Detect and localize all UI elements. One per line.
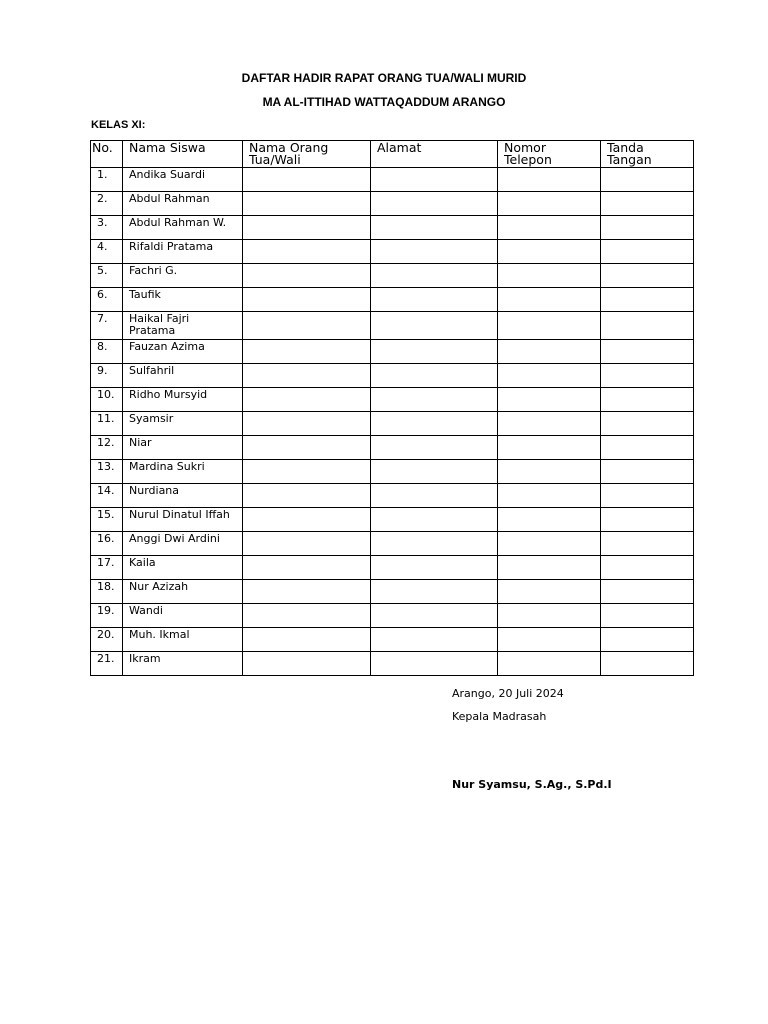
parent-name-cell [243, 508, 371, 532]
student-name: Niar [123, 436, 243, 460]
table-row [91, 216, 694, 240]
address-cell [371, 556, 498, 580]
phone-cell [498, 436, 601, 460]
row-number: 19. [91, 604, 123, 628]
address-cell [371, 240, 498, 264]
signature-cell [601, 508, 694, 532]
signature-cell [601, 288, 694, 312]
address-cell [371, 312, 498, 340]
signature-cell [601, 628, 694, 652]
signature-cell [601, 192, 694, 216]
signature-cell [601, 484, 694, 508]
document-title: DAFTAR HADIR RAPAT ORANG TUA/WALI MURID [241, 71, 527, 85]
row-number: 20. [91, 628, 123, 652]
address-cell [371, 216, 498, 240]
signature-cell [601, 240, 694, 264]
row-number: 15. [91, 508, 123, 532]
table-row [91, 340, 694, 364]
student-name: Nurdiana [123, 484, 243, 508]
signature-cell [601, 580, 694, 604]
signature-cell [601, 436, 694, 460]
student-name: Nur Azizah [123, 580, 243, 604]
address-cell [371, 340, 498, 364]
table-row [91, 436, 694, 460]
parent-name-cell [243, 436, 371, 460]
student-name: Syamsir [123, 412, 243, 436]
parent-name-cell [243, 556, 371, 580]
row-number: 13. [91, 460, 123, 484]
phone-cell [498, 364, 601, 388]
signature-cell [601, 364, 694, 388]
student-name: Kaila [123, 556, 243, 580]
table-row [91, 192, 694, 216]
address-cell [371, 652, 498, 676]
signature-cell [601, 388, 694, 412]
table-row [91, 556, 694, 580]
phone-cell [498, 168, 601, 192]
signature-cell [601, 460, 694, 484]
column-header-address: Alamat [371, 141, 498, 168]
signature-place-date: Arango, 20 Juli 2024 [452, 687, 564, 700]
parent-name-cell [243, 168, 371, 192]
parent-name-cell [243, 532, 371, 556]
address-cell [371, 580, 498, 604]
address-cell [371, 484, 498, 508]
address-cell [371, 604, 498, 628]
phone-cell [498, 412, 601, 436]
row-number: 14. [91, 484, 123, 508]
row-number: 8. [91, 340, 123, 364]
table-row [91, 508, 694, 532]
parent-name-cell [243, 460, 371, 484]
signature-cell [601, 168, 694, 192]
table-row [91, 604, 694, 628]
phone-cell [498, 532, 601, 556]
row-number: 5. [91, 264, 123, 288]
table-row [91, 484, 694, 508]
student-name: Anggi Dwi Ardini [123, 532, 243, 556]
column-header-student-name: Nama Siswa [123, 141, 243, 168]
student-name: Ikram [123, 652, 243, 676]
row-number: 3. [91, 216, 123, 240]
address-cell [371, 388, 498, 412]
column-header-parent-name: Nama Orang Tua/Wali [243, 141, 371, 168]
column-header-phone: Nomor Telepon [498, 141, 601, 168]
student-name: Ridho Mursyid [123, 388, 243, 412]
parent-name-cell [243, 288, 371, 312]
address-cell [371, 508, 498, 532]
student-name: Andika Suardi [123, 168, 243, 192]
phone-cell [498, 580, 601, 604]
parent-name-cell [243, 340, 371, 364]
school-name: MA AL-ITTIHAD WATTAQADDUM ARANGO [262, 95, 506, 109]
parent-name-cell [243, 580, 371, 604]
row-number: 9. [91, 364, 123, 388]
table-row [91, 580, 694, 604]
signature-cell [601, 312, 694, 340]
parent-name-cell [243, 264, 371, 288]
phone-cell [498, 604, 601, 628]
student-name: Nurul Dinatul Iffah [123, 508, 243, 532]
parent-name-cell [243, 604, 371, 628]
phone-cell [498, 484, 601, 508]
phone-cell [498, 288, 601, 312]
phone-cell [498, 216, 601, 240]
table-row [91, 312, 694, 340]
row-number: 21. [91, 652, 123, 676]
address-cell [371, 264, 498, 288]
phone-cell [498, 340, 601, 364]
address-cell [371, 628, 498, 652]
parent-name-cell [243, 216, 371, 240]
signature-cell [601, 412, 694, 436]
row-number: 18. [91, 580, 123, 604]
student-name: Abdul Rahman [123, 192, 243, 216]
phone-cell [498, 652, 601, 676]
phone-cell [498, 240, 601, 264]
column-header-signature: Tanda Tangan [601, 141, 694, 168]
signatory-name: Nur Syamsu, S.Ag., S.Pd.I [452, 778, 612, 791]
phone-cell [498, 264, 601, 288]
table-row [91, 628, 694, 652]
student-name: Rifaldi Pratama [123, 240, 243, 264]
row-number: 12. [91, 436, 123, 460]
parent-name-cell [243, 364, 371, 388]
row-number: 6. [91, 288, 123, 312]
table-row [91, 460, 694, 484]
row-number: 7. [91, 312, 123, 340]
row-number: 1. [91, 168, 123, 192]
table-row [91, 412, 694, 436]
address-cell [371, 436, 498, 460]
table-row [91, 652, 694, 676]
row-number: 4. [91, 240, 123, 264]
table-row [91, 532, 694, 556]
address-cell [371, 192, 498, 216]
table-row [91, 288, 694, 312]
signature-cell [601, 652, 694, 676]
parent-name-cell [243, 628, 371, 652]
student-name: Sulfahril [123, 364, 243, 388]
table-row [91, 168, 694, 192]
parent-name-cell [243, 484, 371, 508]
parent-name-cell [243, 388, 371, 412]
row-number: 2. [91, 192, 123, 216]
row-number: 10. [91, 388, 123, 412]
signature-cell [601, 216, 694, 240]
parent-name-cell [243, 240, 371, 264]
signature-cell [601, 604, 694, 628]
column-header-no: No. [91, 141, 123, 168]
phone-cell [498, 628, 601, 652]
signature-cell [601, 340, 694, 364]
student-name: Fauzan Azima [123, 340, 243, 364]
student-name: Wandi [123, 604, 243, 628]
phone-cell [498, 508, 601, 532]
table-row [91, 264, 694, 288]
parent-name-cell [243, 652, 371, 676]
address-cell [371, 532, 498, 556]
student-name: Taufik [123, 288, 243, 312]
table-header-row [91, 141, 694, 168]
address-cell [371, 168, 498, 192]
address-cell [371, 364, 498, 388]
phone-cell [498, 460, 601, 484]
address-cell [371, 460, 498, 484]
student-name: Fachri G. [123, 264, 243, 288]
phone-cell [498, 192, 601, 216]
signature-cell [601, 264, 694, 288]
signature-role: Kepala Madrasah [452, 710, 547, 723]
table-row [91, 364, 694, 388]
signature-cell [601, 532, 694, 556]
student-name: Mardina Sukri [123, 460, 243, 484]
parent-name-cell [243, 412, 371, 436]
address-cell [371, 412, 498, 436]
table-row [91, 240, 694, 264]
student-name: Abdul Rahman W. [123, 216, 243, 240]
phone-cell [498, 388, 601, 412]
parent-name-cell [243, 192, 371, 216]
signature-cell [601, 556, 694, 580]
student-name: Muh. Ikmal [123, 628, 243, 652]
parent-name-cell [243, 312, 371, 340]
student-name: Haikal Fajri Pratama [123, 312, 243, 340]
class-label: KELAS XI: [91, 119, 146, 131]
row-number: 16. [91, 532, 123, 556]
attendance-table [90, 140, 694, 676]
address-cell [371, 288, 498, 312]
phone-cell [498, 556, 601, 580]
table-row [91, 388, 694, 412]
row-number: 17. [91, 556, 123, 580]
row-number: 11. [91, 412, 123, 436]
phone-cell [498, 312, 601, 340]
